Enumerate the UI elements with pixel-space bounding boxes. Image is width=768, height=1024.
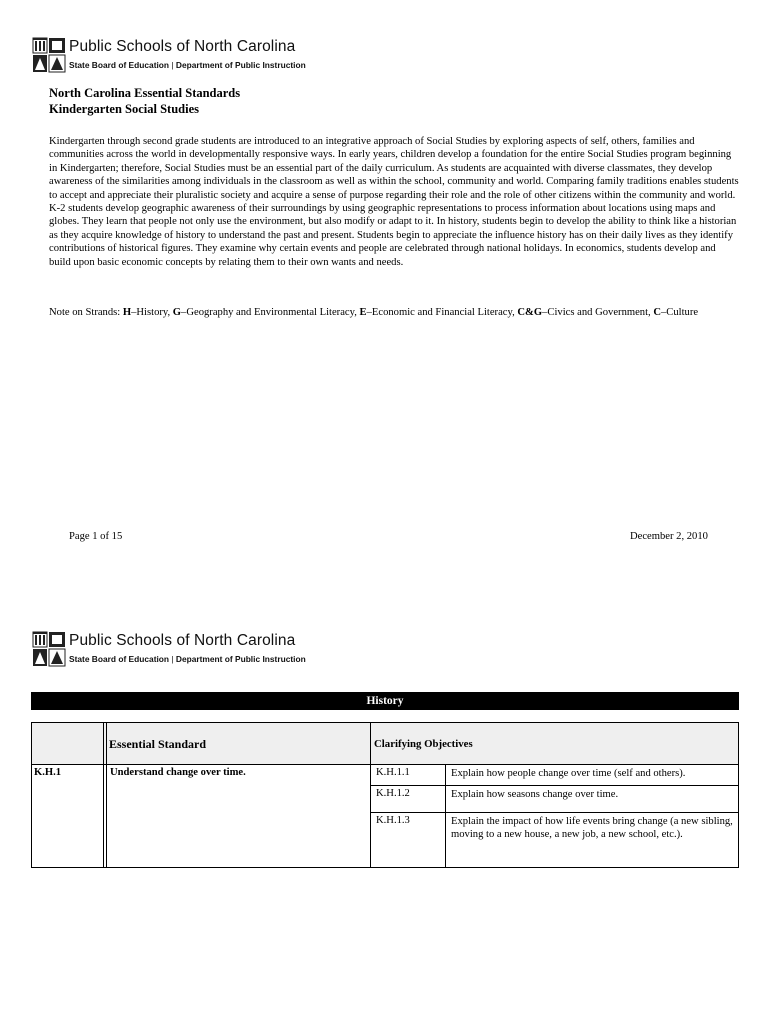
- document-title: North Carolina Essential Standards: [49, 86, 241, 100]
- org-name: Public Schools of North Carolina: [69, 632, 296, 649]
- objective-text: Explain the impact of how life events bring change (a new sibling, moving to a new house, a new job, a new school, etc.).: [451, 816, 733, 840]
- standards-table: [31, 722, 739, 868]
- document-subtitle: Kindergarten Social Studies: [49, 102, 200, 116]
- org-logo-page2: [32, 630, 332, 672]
- objective-id: K.H.1.2: [376, 788, 410, 799]
- org-subtitle: State Board of Education | Department of Public Instruction: [69, 60, 306, 70]
- header-essential-standard: Essential Standard: [109, 737, 207, 751]
- intro-paragraph: Kindergarten through second grade students are introduced to an integrative approach of Social Studies by exploring aspects of self, others, families and communities across the world in developmentally responsive ways. In early years, children develop a foundation for the entire Social Studies program beginning in Kindergarten; therefore, Social Studies must be an essential part of the daily curriculum. As students are acquainted with diverse classmates, they develop awareness of the similarities among individuals in the classroom as well as within the school, community and world. Comparing family traditions enables students to accept and appreciate their pluralistic society and acquire a sense of purpose regarding their role and the role of other citizens within the community and world. K-2 students develop geographic awareness of their surroundings by using geographic representations to process information about locations using maps and globes. They learn that people not only use the environment, but also modify or adapt to it. In history, students begin to develop the ability to think like a historian as they acquire knowledge of history to understand the past and present. Students begin to appreciate the influence history has on their daily lives as they identify contributions of historical figures. They examine why certain events and people are celebrated through national holidays. In economics, students develop and build upon basic economic concepts by relating them to their own wants and needs.: [49, 136, 739, 268]
- nc-logo-icon: [32, 630, 66, 668]
- objective-text: Explain how people change over time (self and others).: [451, 768, 686, 779]
- objective-id: K.H.1.3: [376, 815, 410, 826]
- org-logo: [32, 36, 332, 78]
- strands-note: Note on Strands: H–History, G–Geography and Environmental Literacy, E–Economic and Financial Literacy, C&G–Civics and Government, C–Culture: [49, 307, 699, 318]
- header-clarifying-objectives: Clarifying Objectives: [374, 738, 473, 750]
- page-number: Page 1 of 15: [69, 531, 123, 542]
- objective-id: K.H.1.1: [376, 767, 410, 778]
- objective-text: Explain how seasons change over time.: [451, 789, 619, 800]
- standard-code: K.H.1: [34, 767, 62, 778]
- section-header-history: History: [31, 692, 739, 710]
- nc-logo-icon: [32, 36, 66, 74]
- page-date: December 2, 2010: [630, 531, 708, 542]
- org-subtitle: State Board of Education | Department of Public Instruction: [69, 654, 306, 664]
- standard-text: Understand change over time.: [110, 767, 246, 778]
- org-name: Public Schools of North Carolina: [69, 38, 296, 55]
